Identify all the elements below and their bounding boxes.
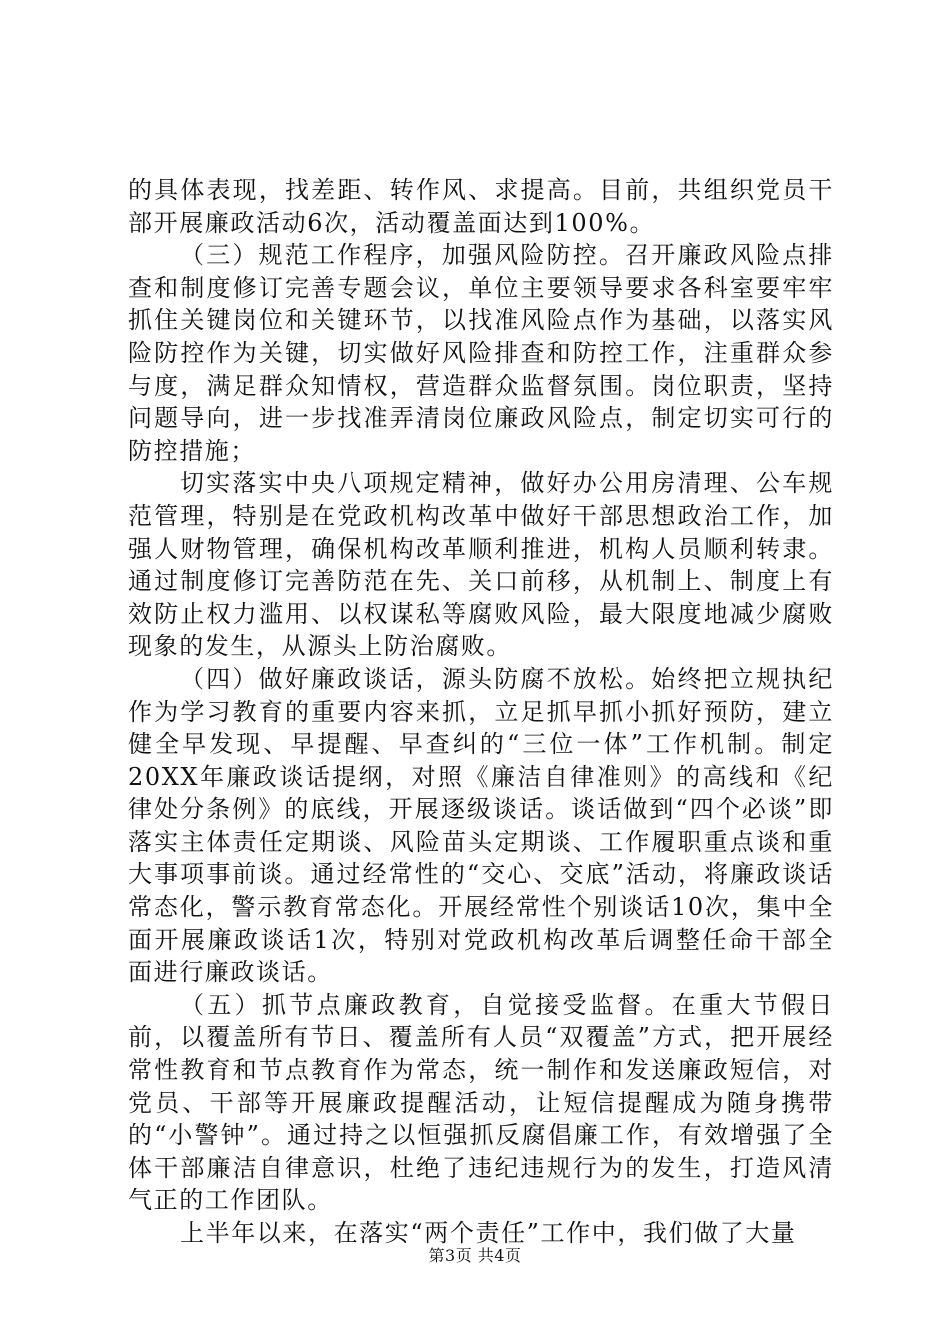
paragraph-continuation: 的具体表现，找差距、转作风、求提高。目前，共组织党员干部开展廉政活动6次，活动覆盖面达到100%。 bbox=[128, 176, 834, 237]
paragraph-summary: 上半年以来，在落实“两个责任”工作中，我们做了大量 bbox=[180, 1219, 797, 1247]
paragraph-section-4: （四）做好廉政谈话，源头防腐不放松。始终把立规执纪作为学习教育的重要内容来抓，立足抓早抓小抓好预防，建立健全早发现、早提醒、早查纠的“三位一体”工作机制。制定20XX年廉政谈话提纲，对照《廉洁自律准则》的高线和《纪律处分条例》的底线，开展逐级谈话。谈话做到“四个必谈”即落实主体责任定期谈、风险苗头定期谈、工作履职重点谈和重大事项事前谈。通过经常性的“交心、交底”活动，将廉政谈话常态化，警示教育常态化。开展经常性个别谈话10次，集中全面开展廉政谈话1次，特别对党政机构改革后调整任命干部全面进行廉政谈话。 bbox=[128, 664, 834, 987]
document-body bbox=[128, 174, 834, 1250]
paragraph-eight-rules: 切实落实中央八项规定精神，做好办公用房清理、公车规范管理，特别是在党政机构改革中做好干部思想政治工作，加强人财物管理，确保机构改革顺利推进，机构人员顺利转隶。通过制度修订完善防范在先、关口前移，从机制上、制度上有效防止权力滥用、以权谋私等腐败风险，最大限度地减少腐败现象的发生，从源头上防治腐败。 bbox=[128, 469, 834, 661]
paragraph-section-3: （三）规范工作程序，加强风险防控。召开廉政风险点排查和制度修订完善专题会议，单位主要领导要求各科室要牢牢抓住关键岗位和关键环节，以找准风险点作为基础，以落实风险防控作为关键，切实做好风险排查和防控工作，注重群众参与度，满足群众知情权，营造群众监督氛围。岗位职责，坚持问题导向，进一步找准弄清岗位廉政风险点，制定切实可行的防控措施； bbox=[128, 241, 834, 465]
page-footer: 第3页 共4页 bbox=[428, 1246, 522, 1265]
paragraph-section-5: （五）抓节点廉政教育，自觉接受监督。在重大节假日前，以覆盖所有节日、覆盖所有人员“双覆盖”方式，把开展经常性教育和节点教育作为常态，统一制作和发送廉政短信，对党员、干部等开展廉政提醒活动，让短信提醒成为随身携带的“小警钟”。通过持之以恒强抓反腐倡廉工作，有效增强了全体干部廉洁自律意识，杜绝了违纪违规行为的发生，打造风清气正的工作团队。 bbox=[128, 990, 834, 1215]
